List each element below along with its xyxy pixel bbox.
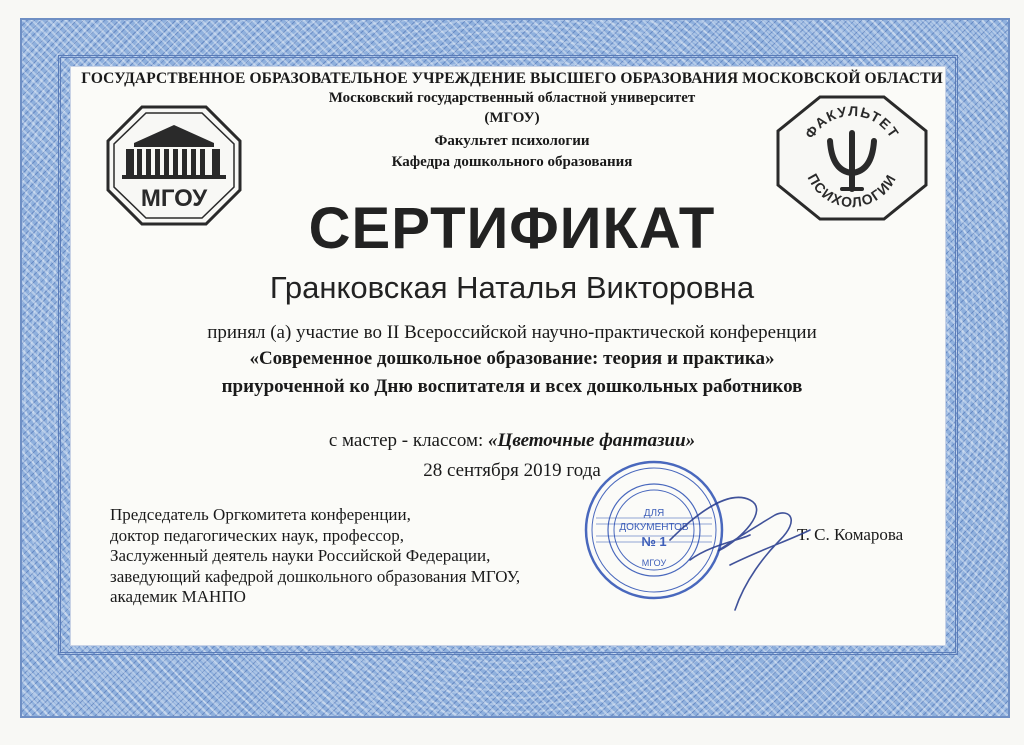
- conference-dedication: приуроченной ко Дню воспитателя и всех дошкольных работников: [221, 376, 803, 397]
- signer-titles: [110, 505, 520, 608]
- signer-title-line: доктор педагогических наук, профессор,: [110, 525, 405, 545]
- masterclass-name: «Цветочные фантазии»: [488, 430, 696, 451]
- signer-title-line: Председатель Оргкомитета конференции,: [110, 505, 411, 524]
- organization-heading: ГОСУДАРСТВЕННОЕ ОБРАЗОВАТЕЛЬНОЕ УЧРЕЖДЕНИЕ ВЫСШЕГО ОБРАЗОВАНИЯ МОСКОВСКОЙ ОБЛАСТИ: [81, 70, 943, 87]
- signer-title-line: Заслуженный деятель науки Российской Федерации,: [110, 546, 491, 565]
- certificate-date: 28 сентября 2019 года: [423, 460, 601, 481]
- stamp-text-4: МГОУ: [641, 558, 667, 568]
- stamp-text-2: ДОКУМЕНТОВ: [619, 522, 689, 533]
- masterclass-prefix: с мастер - классом:: [328, 430, 489, 451]
- signer-name: Т. С. Комарова: [797, 525, 904, 544]
- stamp-text-1: ДЛЯ: [643, 508, 665, 519]
- masterclass-line: [0, 430, 1024, 452]
- faculty-name: Факультет психологии: [434, 133, 590, 149]
- signer-title-line: академик МАНПО: [110, 587, 246, 606]
- participation-text: принял (а) участие во II Всероссийской научно-практической конференции: [207, 322, 817, 343]
- department-name: Кафедра дошкольного образования: [391, 154, 633, 170]
- university-name: Московский государственный областной университет: [328, 90, 696, 106]
- signer-title-line: заведующий кафедрой дошкольного образования МГОУ,: [110, 566, 521, 586]
- emblem-bottom-text: ПСИХОЛОГИИ: [804, 170, 900, 211]
- logo-left-text: МГОУ: [140, 185, 208, 212]
- recipient-name: Гранковская Наталья Викторовна: [269, 270, 755, 305]
- certificate-title: СЕРТИФИКАТ: [308, 196, 716, 261]
- handwritten-signature-icon: [650, 470, 815, 620]
- emblem-top-text: ФАКУЛЬТЕТ: [801, 102, 903, 142]
- university-abbreviation: (МГОУ): [484, 110, 540, 126]
- stamp-text-3: № 1: [641, 534, 667, 549]
- conference-title: «Современное дошкольное образование: теория и практика»: [249, 348, 775, 369]
